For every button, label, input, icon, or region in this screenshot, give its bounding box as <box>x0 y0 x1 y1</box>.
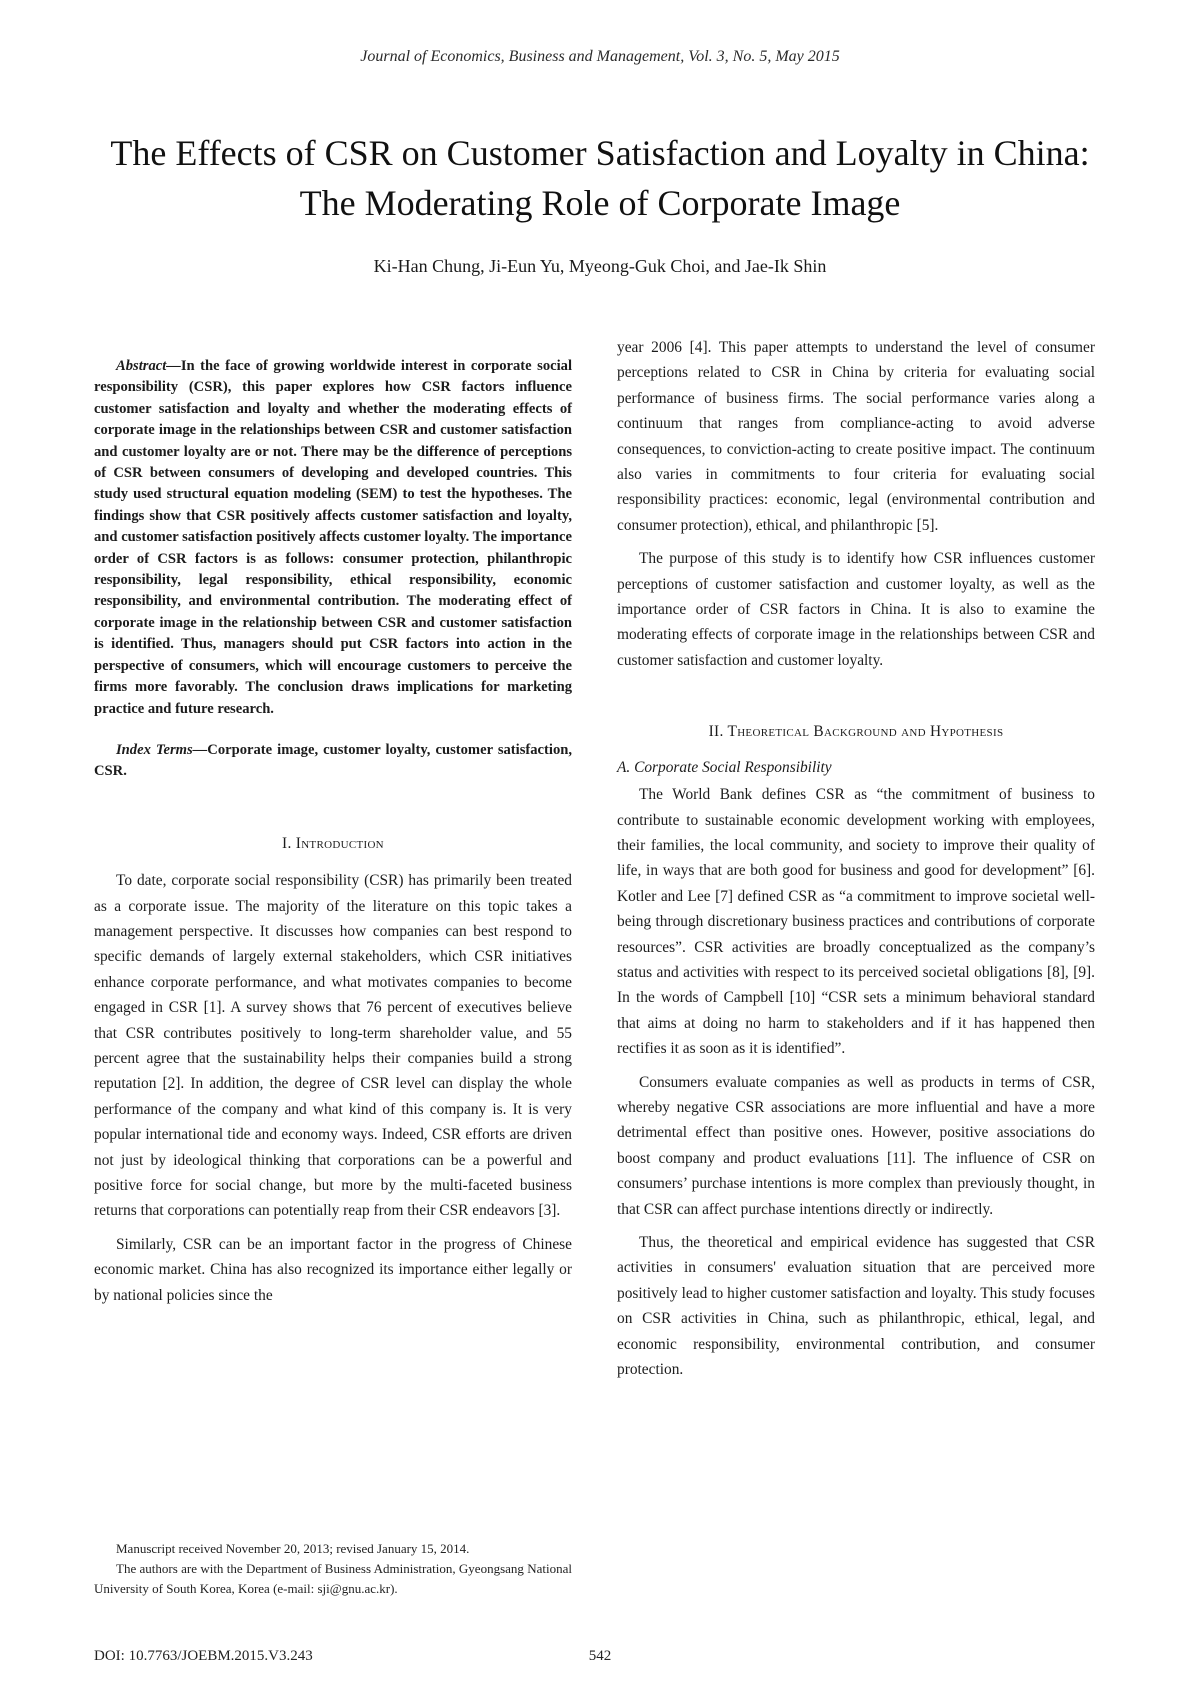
left-column <box>94 356 572 1308</box>
right-column <box>617 335 1095 1382</box>
doi: DOI: 10.7763/JOEBM.2015.V3.243 <box>94 1648 313 1664</box>
background-paragraph-2: Consumers evaluate companies as well as products in terms of CSR, whereby negative CSR associations are more influential and have a more detrimental effect than positive ones. However, positive associations do boost company and product evaluations [11]. The influence of CSR on consumers’ purchase intentions is more complex than previously thought, in that CSR can affect purchase intentions directly or indirectly. <box>617 1073 1095 1218</box>
abstract-label: Abstract— <box>116 358 181 374</box>
background-paragraph-3: Thus, the theoretical and empirical evidence has suggested that CSR activities in consumers' evaluation situation that are perceived more positively lead to higher customer satisfaction and loyalty. This study focuses on CSR activities in China, such as philanthropic, ethical, legal, and economic responsibility, environmental contribution, and consumer protection. <box>617 1234 1095 1379</box>
background-paragraph-1: The World Bank defines CSR as “the commitment of business to contribute to sustainable economic development working with employees, their families, the local community, and society to improve their quality of life, in ways that are both good for business and good for development” [6]. Kotler and Lee [7] defined CSR as “a commitment to improve societal well-being through discretionary business practices and contributions of corporate resources”. CSR activities are broadly conceptualized as the company’s status and activities with respect to its perceived societal obligations [8], [9]. In the words of Campbell [10] “CSR sets a minimum behavioral standard that aims at doing no harm to stakeholders and if it has happened then rectifies it as soon as it is identified”. <box>617 786 1095 1058</box>
footnote-affiliation: The authors are with the Department of Business Administration, Gyeongsang National University of South Korea, Korea (e-mail: sji@gnu.ac.kr). <box>94 1561 572 1596</box>
intro-paragraph-1: To date, corporate social responsibility (CSR) has primarily been treated as a corporate issue. The majority of the literature on this topic takes a management perspective. It discusses how companies can best respond to specific demands of largely external stakeholders, which CSR initiatives enhance corporate performance, and what motivates companies to become engaged in CSR [1]. A survey shows that 76 percent of executives believe that CSR contributes positively to long-term shareholder value, and 55 percent agree that the sustainability helps their companies build a strong reputation [2]. In addition, the degree of CSR level can display the whole performance of the company and what kind of this company is. It is very popular international tide and economy ways. Indeed, CSR efforts are driven not just by ideological thinking that corporations can be a powerful and positive force for social change, but more by the multi-faceted business returns that corporations can potentially reap from their CSR endeavors [3]. <box>94 872 572 1220</box>
footnote-received: Manuscript received November 20, 2013; revised January 15, 2014. <box>116 1541 470 1556</box>
abstract-text: In the face of growing worldwide interest in corporate social responsibility (CSR), this paper explores how CSR factors influence customer satisfaction and loyalty and whether the moderating effects of corporate image in the relationships between CSR and customer satisfaction and customer loyalty are or not. There may be the difference of perceptions of CSR between consumers of developing and developed countries. This study used structural equation modeling (SEM) to test the hypotheses. The findings show that CSR positively affects customer satisfaction and loyalty, and customer satisfaction positively affects customer loyalty. The importance order of CSR factors is as follows: consumer protection, philanthropic responsibility, legal responsibility, ethical responsibility, economic responsibility, and environmental contribution. The moderating effect of corporate image in the relationship between CSR and customer satisfaction is identified. Thus, managers should put CSR factors into action in the perspective of consumers, which will encourage customers to perceive the firms more favorably. The conclusion draws implications for marketing practice and future research. <box>94 358 572 717</box>
page-number: 542 <box>588 1648 612 1664</box>
abstract <box>94 356 572 720</box>
section-heading-background: II. Theoretical Background and Hypothesis <box>708 723 1004 741</box>
intro-paragraph-2: Similarly, CSR can be an important factor in the progress of Chinese economic market. China has also recognized its importance either legally or by national policies since the <box>94 1235 572 1304</box>
index-terms-text: Corporate image, customer loyalty, customer satisfaction, CSR. <box>94 741 573 780</box>
journal-header: Journal of Economics, Business and Management, Vol. 3, No. 5, May 2015 <box>360 48 840 65</box>
subsection-heading-csr: A. Corporate Social Responsibility <box>617 758 832 776</box>
index-terms <box>94 740 572 783</box>
intro-paragraph-3: The purpose of this study is to identify how CSR influences customer perceptions of customer satisfaction and customer loyalty, as well as the importance order of CSR factors in China. It is also to examine the moderating effects of corporate image in the relationships between CSR and customer satisfaction and customer loyalty. <box>617 550 1095 669</box>
footnote <box>94 1539 572 1599</box>
author-list: Ki-Han Chung, Ji-Eun Yu, Myeong-Guk Choi, and Jae-Ik Shin <box>373 256 827 276</box>
intro-paragraph-2-continued: year 2006 [4]. This paper attempts to understand the level of consumer perceptions related to CSR in China by criteria for evaluating social performance of business firms. The social performance varies along a continuum that ranges from compliance-acting to avoid adverse consequences, to conviction-acting to create positive impact. The continuum also varies in commitments to four criteria for evaluating social responsibility practices: economic, legal (environmental contribution and consumer protection), ethical, and philanthropic [5]. <box>617 339 1095 534</box>
paper-title: The Effects of CSR on Customer Satisfaction and Loyalty in China: The Moderating Role of Corporate Image <box>110 133 1090 223</box>
section-heading-introduction: I. Introduction <box>282 834 384 852</box>
index-terms-label: Index Terms— <box>116 741 208 758</box>
